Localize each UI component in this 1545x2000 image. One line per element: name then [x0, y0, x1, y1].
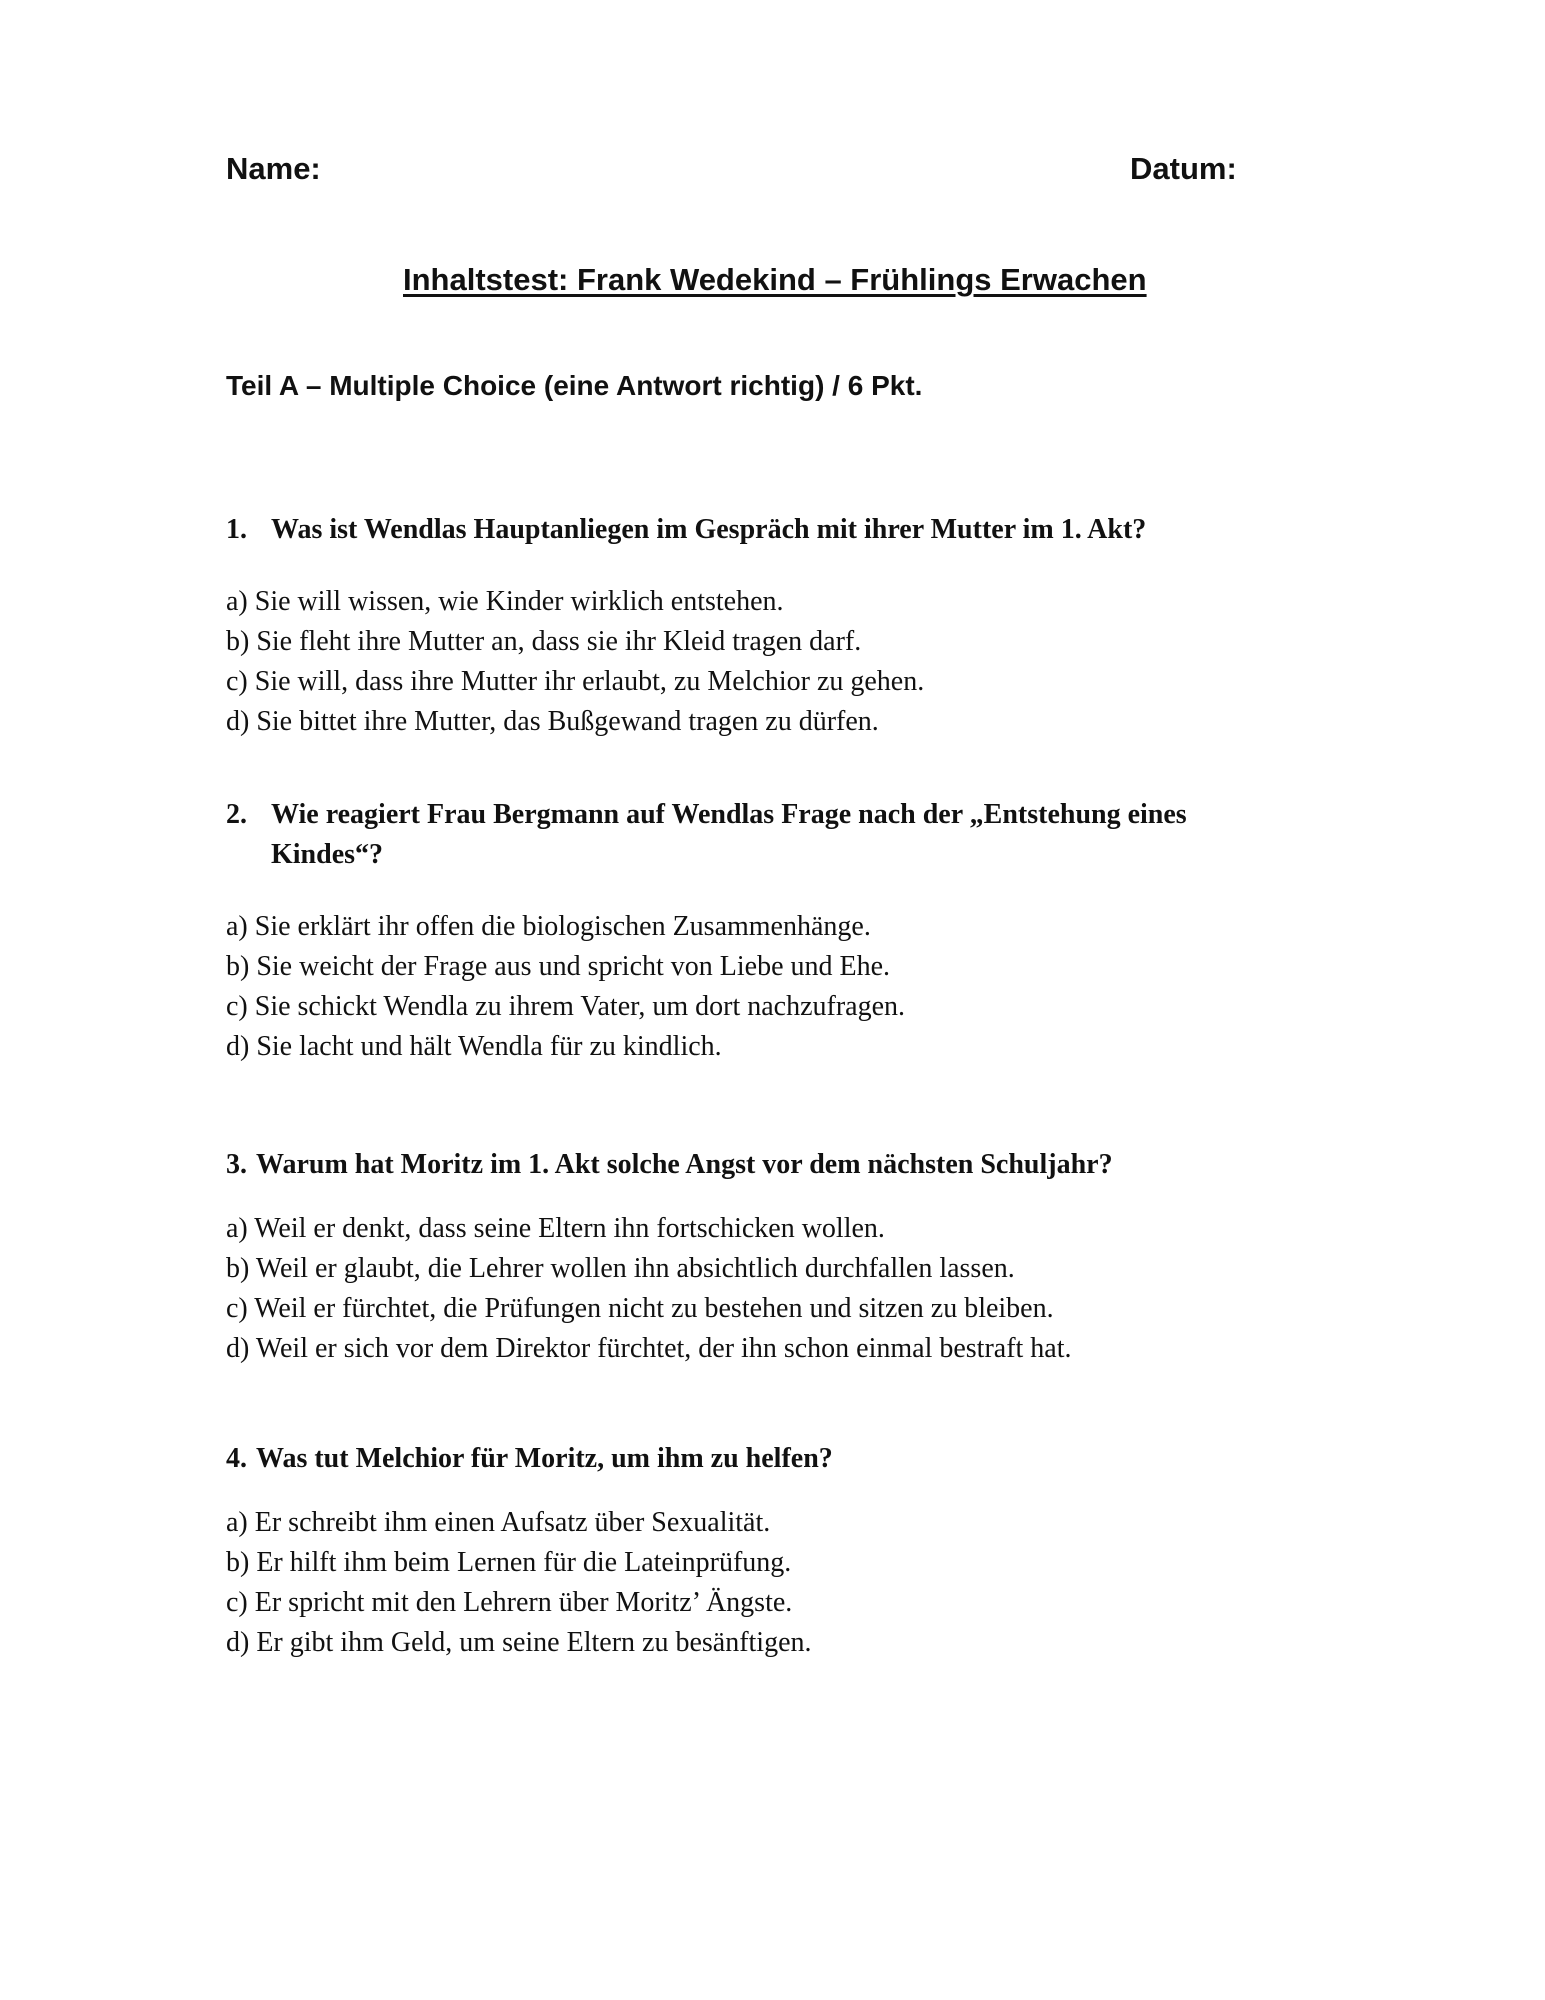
answer-option-a: a) Sie will wissen, wie Kinder wirklich entstehen.	[226, 586, 784, 617]
question-text: Was tut Melchior für Moritz, um ihm zu helfen?	[256, 1443, 833, 1474]
question-3	[226, 1145, 1326, 1185]
question-1	[226, 510, 1326, 550]
answer-options	[226, 1503, 1326, 1663]
answer-options	[226, 582, 1326, 742]
question-number: 2.	[226, 799, 247, 830]
answer-option-b: b) Er hilft ihm beim Lernen für die Lateinprüfung.	[226, 1547, 792, 1578]
name-label: Name:	[226, 151, 321, 186]
question-text: Warum hat Moritz im 1. Akt solche Angst vor dem nächsten Schuljahr?	[256, 1149, 1113, 1180]
answer-option-d: d) Er gibt ihm Geld, um seine Eltern zu besänftigen.	[226, 1627, 812, 1658]
question-block-2	[226, 795, 1256, 1067]
answer-option-c: c) Sie schickt Wendla zu ihrem Vater, um dort nachzufragen.	[226, 991, 906, 1022]
answer-options	[226, 1209, 1326, 1369]
date-label: Datum:	[1130, 151, 1237, 186]
answer-option-c: c) Weil er fürchtet, die Prüfungen nicht zu bestehen und sitzen zu bleiben.	[226, 1293, 1054, 1324]
answer-options	[226, 907, 1256, 1067]
question-block-1	[226, 510, 1326, 742]
question-number: 3.	[226, 1149, 247, 1180]
answer-option-a: a) Sie erklärt ihr offen die biologischen Zusammenhänge.	[226, 911, 871, 942]
answer-option-a: a) Weil er denkt, dass seine Eltern ihn fortschicken wollen.	[226, 1213, 885, 1244]
question-number: 4.	[226, 1443, 247, 1474]
question-block-4	[226, 1439, 1326, 1663]
question-text: Wie reagiert Frau Bergmann auf Wendlas Frage nach der „Entstehung eines Kindes“?	[271, 799, 1187, 870]
answer-option-a: a) Er schreibt ihm einen Aufsatz über Sexualität.	[226, 1507, 771, 1538]
answer-option-d: d) Sie bittet ihre Mutter, das Bußgewand tragen zu dürfen.	[226, 706, 879, 737]
answer-option-b: b) Weil er glaubt, die Lehrer wollen ihn absichtlich durchfallen lassen.	[226, 1253, 1015, 1284]
question-2	[226, 795, 1256, 875]
question-number: 1.	[226, 514, 247, 545]
question-text: Was ist Wendlas Hauptanliegen im Gespräch mit ihrer Mutter im 1. Akt?	[271, 514, 1147, 545]
answer-option-c: c) Er spricht mit den Lehrern über Moritz’ Ängste.	[226, 1587, 793, 1618]
section-heading: Teil A – Multiple Choice (eine Antwort richtig) / 6 Pkt.	[226, 370, 923, 401]
question-block-3	[226, 1145, 1326, 1369]
answer-option-b: b) Sie fleht ihre Mutter an, dass sie ihr Kleid tragen darf.	[226, 626, 862, 657]
answer-option-c: c) Sie will, dass ihre Mutter ihr erlaubt, zu Melchior zu gehen.	[226, 666, 925, 697]
answer-option-d: d) Sie lacht und hält Wendla für zu kindlich.	[226, 1031, 722, 1062]
document-title: Inhaltstest: Frank Wedekind – Frühlings Erwachen	[403, 262, 1147, 297]
answer-option-d: d) Weil er sich vor dem Direktor fürchtet, der ihn schon einmal bestraft hat.	[226, 1333, 1072, 1364]
question-4	[226, 1439, 1326, 1479]
answer-option-b: b) Sie weicht der Frage aus und spricht von Liebe und Ehe.	[226, 951, 891, 982]
